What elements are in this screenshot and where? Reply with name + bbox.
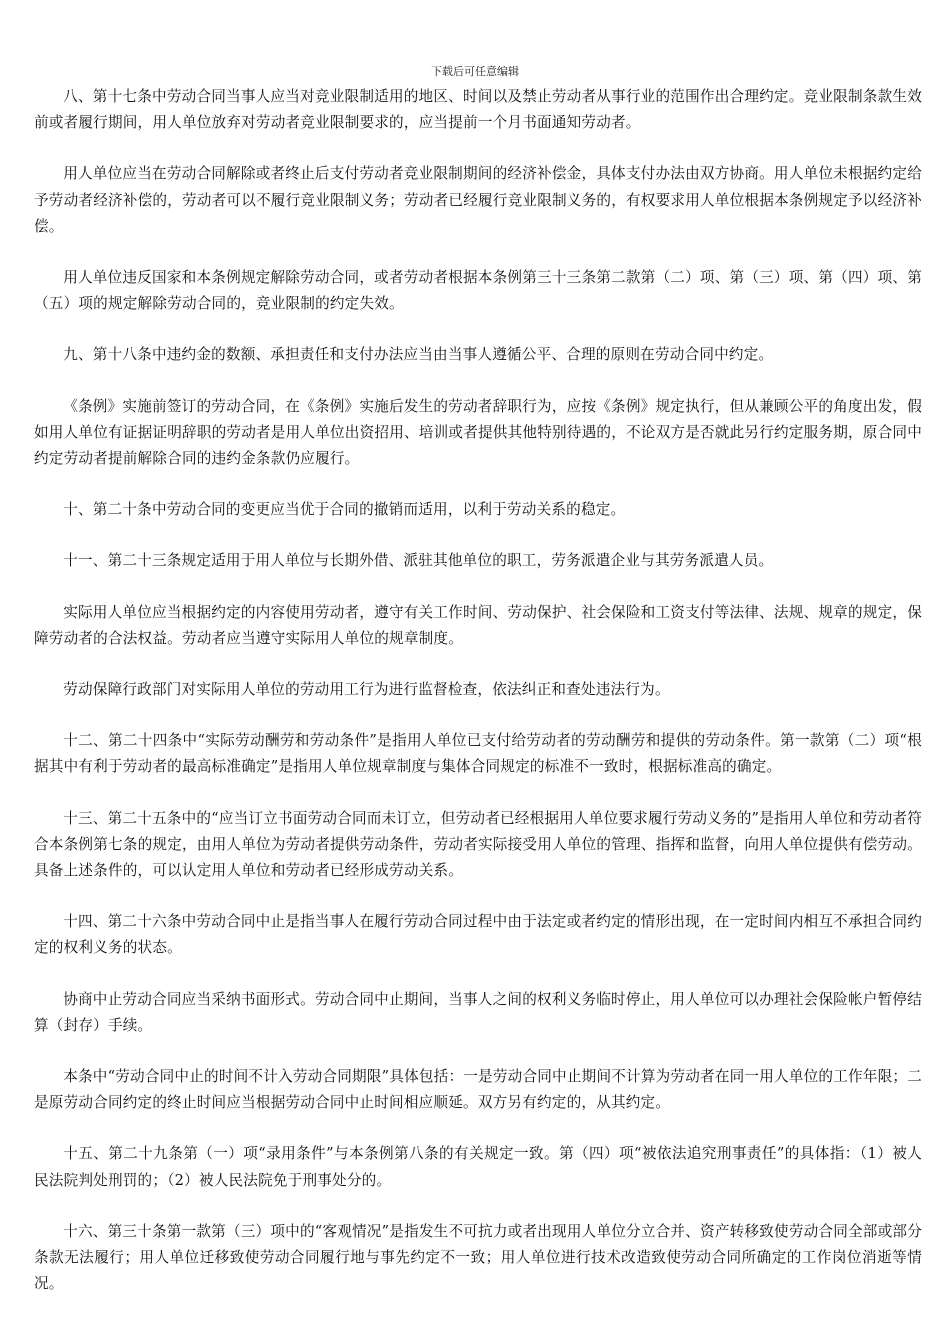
paragraph-item-9-regulation: 《条例》实施前签订的劳动合同，在《条例》实施后发生的劳动者辞职行为，应按《条例》规定执行，但从兼顾公平的角度出发，假如用人单位有证据证明辞职的劳动者是用人单位出资招用、培训或者提供其他特别待遇的，不论双方是否就此另行约定服务期，原合同中约定劳动者提前解除合同的违约金条款仍应履行。 — [34, 397, 922, 468]
paragraph-item-10: 十、第二十条中劳动合同的变更应当优于合同的撤销而适用，以利于劳动关系的稳定。 — [63, 501, 626, 519]
paragraph-item-12: 十二、第二十四条中“实际劳动酬劳和劳动条件”是指用人单位已支付给劳动者的劳动酬劳和提供的劳动条件。第一款第（二）项“根据其中有利于劳动者的最高标准确定”是指用人单位规章制度与集体合同规定的标准不一致时，根据标准高的确定。 — [34, 732, 922, 776]
paragraph-item-8-invalidation: 用人单位违反国家和本条例规定解除劳动合同，或者劳动者根据本条例第三十三条第二款第（二）项、第（三）项、第（四）项、第（五）项的规定解除劳动合同的，竞业限制的约定失效。 — [34, 269, 922, 313]
paragraph-item-11-employer: 实际用人单位应当根据约定的内容使用劳动者，遵守有关工作时间、劳动保护、社会保险和工资支付等法律、法规、规章的规定，保障劳动者的合法权益。劳动者应当遵守实际用人单位的规章制度。 — [34, 603, 922, 647]
paragraph-item-11: 十一、第二十三条规定适用于用人单位与长期外借、派驻其他单位的职工，劳务派遣企业与其劳务派遣人员。 — [63, 552, 774, 570]
paragraph-item-14: 十四、第二十六条中劳动合同中止是指当事人在履行劳动合同过程中由于法定或者约定的情形出现，在一定时间内相互不承担合同约定的权利义务的状态。 — [34, 913, 922, 957]
paragraph-item-9: 九、第十八条中违约金的数额、承担责任和支付办法应当由当事人遵循公平、合理的原则在劳动合同中约定。 — [63, 346, 774, 364]
document-body — [34, 84, 922, 1323]
paragraph-item-16: 十六、第三十条第一款第（三）项中的“客观情况”是指发生不可抗力或者出现用人单位分立合并、资产转移致使劳动合同全部或部分条款无法履行；用人单位迁移致使劳动合同履行地与事先约定不一致；用人单位进行技术改造致使劳动合同所确定的工作岗位消逝等情况。 — [34, 1222, 922, 1293]
paragraph-item-14-term: 本条中“劳动合同中止的时间不计入劳动合同期限”具体包括：一是劳动合同中止期间不计算为劳动者在同一用人单位的工作年限；二是原劳动合同约定的终止时间应当根据劳动合同中止时间相应顺延。双方另有约定的，从其约定。 — [34, 1068, 922, 1112]
header-note: 下载后可任意编辑 — [431, 65, 519, 78]
paragraph-item-8: 八、第十七条中劳动合同当事人应当对竞业限制适用的地区、时间以及禁止劳动者从事行业的范围作出合理约定。竞业限制条款生效前或者履行期间，用人单位放弃对劳动者竞业限制要求的，应当提前一个月书面通知劳动者。 — [34, 88, 922, 132]
paragraph-item-14-suspension: 协商中止劳动合同应当采纳书面形式。劳动合同中止期间，当事人之间的权利义务临时停止，用人单位可以办理社会保险帐户暂停结算（封存）手续。 — [34, 990, 922, 1034]
paragraph-item-8-compensation: 用人单位应当在劳动合同解除或者终止后支付劳动者竞业限制期间的经济补偿金，具体支付办法由双方协商。用人单位未根据约定给予劳动者经济补偿的，劳动者可以不履行竞业限制义务；劳动者已经履行竞业限制义务的，有权要求用人单位根据本条例规定予以经济补偿。 — [34, 165, 922, 235]
paragraph-item-13: 十三、第二十五条中的“应当订立书面劳动合同而未订立，但劳动者已经根据用人单位要求履行劳动义务的”是指用人单位和劳动者符合本条例第七条的规定，由用人单位为劳动者提供劳动条件，劳动者实际接受用人单位的管理、指挥和监督，向用人单位提供有偿劳动。具备上述条件的，可以认定用人单位和劳动者已经形成劳动关系。 — [34, 809, 922, 880]
paragraph-item-15: 十五、第二十九条第（一）项“录用条件”与本条例第八条的有关规定一致。第（四）项“被依法追究刑事责任”的具体指：（1）被人民法院判处刑罚的；（2）被人民法院免于刑事处分的。 — [34, 1145, 922, 1189]
paragraph-item-11-supervision: 劳动保障行政部门对实际用人单位的劳动用工行为进行监督检查，依法纠正和查处违法行为。 — [63, 681, 670, 699]
